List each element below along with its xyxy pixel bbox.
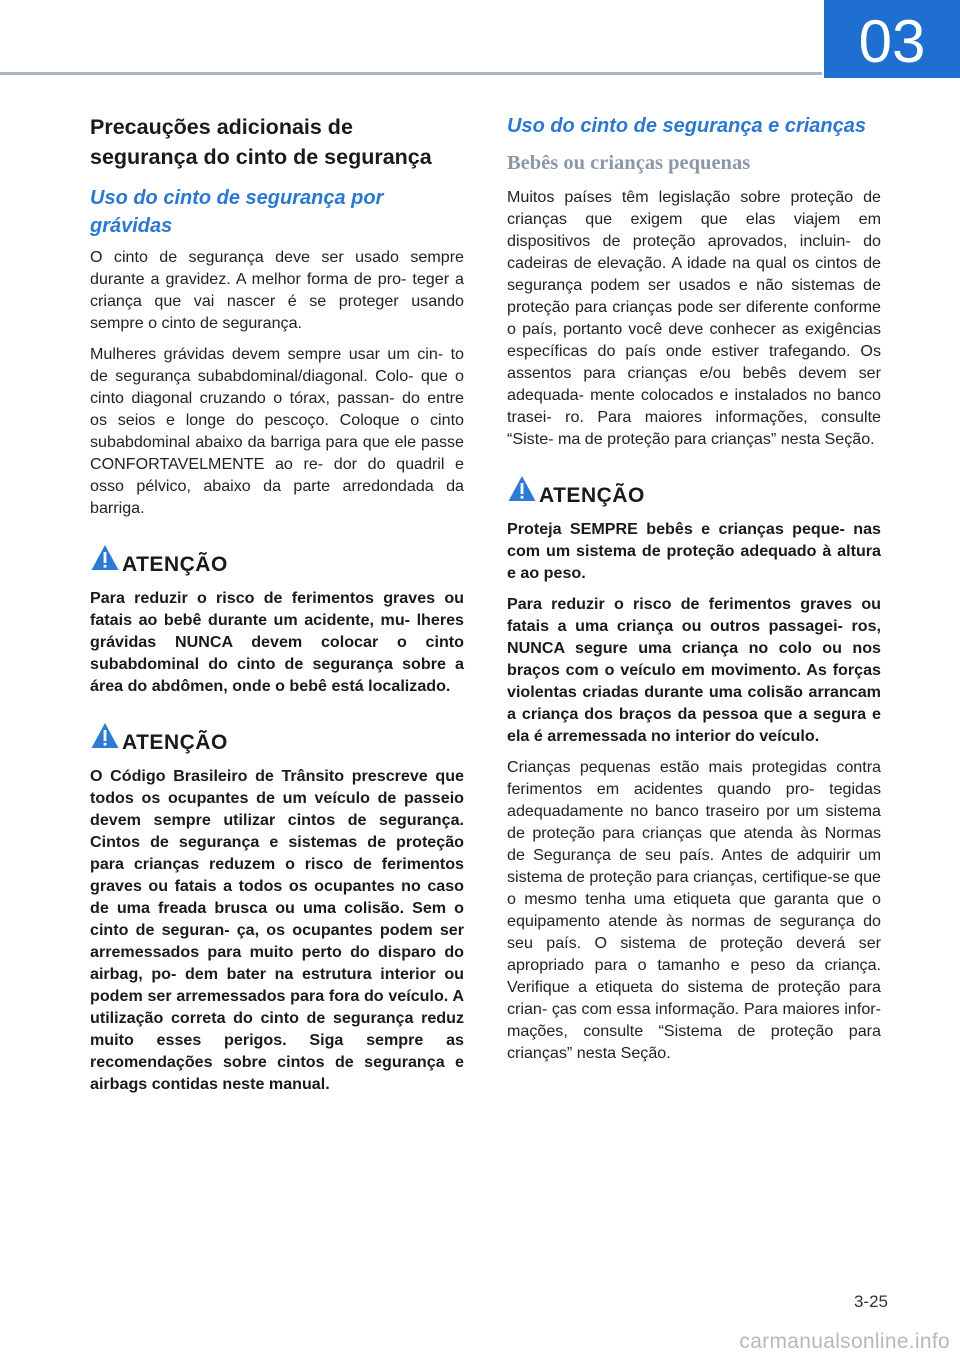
subtitle-pregnancy: Uso do cinto de segurança por grávidas [90, 187, 384, 237]
paragraph: O cinto de segurança deve ser usado sempre durante a gravidez. A melhor forma de pro- teger a criança que vai nascer é se proteger usando sempre o cinto de segurança. [90, 248, 464, 332]
page-number: 3-25 [853, 1292, 888, 1311]
warning-heading [90, 715, 464, 755]
chapter-tab: 03 [824, 0, 960, 78]
section-title: Precauções adicionais de segurança do cinto de segurança [90, 115, 432, 169]
subtitle-children: Uso do cinto de segurança e crianças [507, 115, 867, 137]
warning-text: O Código Brasileiro de Trânsito prescreve que todos os ocupantes de um veículo de passeio devem sempre utilizar cintos de segurança. Cintos de segurança e sistemas de proteção para crianças reduzem o risco de ferimentos graves ou fatais a todos os ocupantes no caso de uma freada brusca ou uma colisão. Sem o cinto de seguran- ça, os ocupantes podem ser arremessados para muito perto do disparo do airbag, po- dem bater na estrutura interior ou podem ser arremessados para fora do veículo. A utilização correta do cinto de segurança reduz muito esses perigos. Siga sempre as recomendações sobre cintos de segurança e airbags contidas neste manual. [90, 767, 464, 1093]
watermark: carmanualsonline.info [739, 1330, 950, 1353]
warning-label: ATENÇÃO [122, 553, 228, 576]
warning-text: Para reduzir o risco de ferimentos graves ou fatais a uma criança ou outros passagei- ros, NUNCA segure uma criança no colo ou nos braços com o veículo em movimento. As forças violentas criadas durante uma colisão arrancam a criança dos braços da pessoa que a segura e ela é arremessada no interior do veículo. [507, 595, 881, 745]
warning-heading [90, 537, 464, 577]
warning-triangle-icon [90, 543, 120, 572]
paragraph: Mulheres grávidas devem sempre usar um cin- to de segurança subabdominal/diagonal. Colo- que o cinto diagonal cruzando o tórax, passan- do entre os seios e longe do pescoço. Coloque o cinto subabdominal abaixo da barriga para que ele passe CONFORTAVELMENTE ao re- dor do quadril e osso pélvico, abaixo da parte arredondada da barriga. [90, 345, 464, 517]
warning-heading [507, 468, 881, 508]
warning-triangle-icon [507, 474, 537, 503]
paragraph: Muitos países têm legislação sobre proteção de crianças que exigem que elas viajem em dispositivos de proteção aprovados, incluin- do cadeiras de elevação. A idade na qual os cintos de segurança podem ser usados e não sistemas de proteção para crianças pode ser diferente conforme o país, portanto você deve conhecer as exigências específicas do país onde estiver trafegando. Os assentos para crianças e/ou bebês devem ser adequada- mente colocados e instalados no banco trasei- ro. Para maiores informações, consulte “Siste- ma de proteção para crianças” nesta Seção. [507, 188, 881, 448]
subsubtitle-infants: Bebês ou crianças pequenas [507, 152, 751, 174]
warning-label: ATENÇÃO [122, 731, 228, 754]
paragraph: Crianças pequenas estão mais protegidas contra ferimentos em acidentes quando pro- tegidas adequadamente no banco traseiro por um sistema de proteção para crianças que atenda às Normas de Segurança de seu país. Antes de adquirir um sistema de proteção para crianças, certifique-se que o mesmo tenha uma etiqueta que garanta que o equipamento atende às normas de segurança do seu país. O sistema de proteção deverá ser apropriado para o tamanho e peso da criança. Verifique a etiqueta do sistema de proteção para crian- ças com essa informação. Para maiores infor- mações, consulte “Sistema de proteção para crianças” nesta Seção. [507, 758, 881, 1062]
right-column [507, 112, 881, 1073]
warning-text: Proteja SEMPRE bebês e crianças peque- nas com um sistema de proteção adequado à altura e ao peso. [507, 520, 881, 582]
warning-text: Para reduzir o risco de ferimentos graves ou fatais ao bebê durante um acidente, mu- lheres grávidas NUNCA devem colocar o cinto subabdominal do cinto de segurança sobre a área do abdômen, onde o bebê está localizado. [90, 589, 464, 695]
header-rule [0, 72, 822, 75]
warning-triangle-icon [90, 721, 120, 750]
left-column [90, 112, 464, 1104]
warning-label: ATENÇÃO [539, 484, 645, 507]
